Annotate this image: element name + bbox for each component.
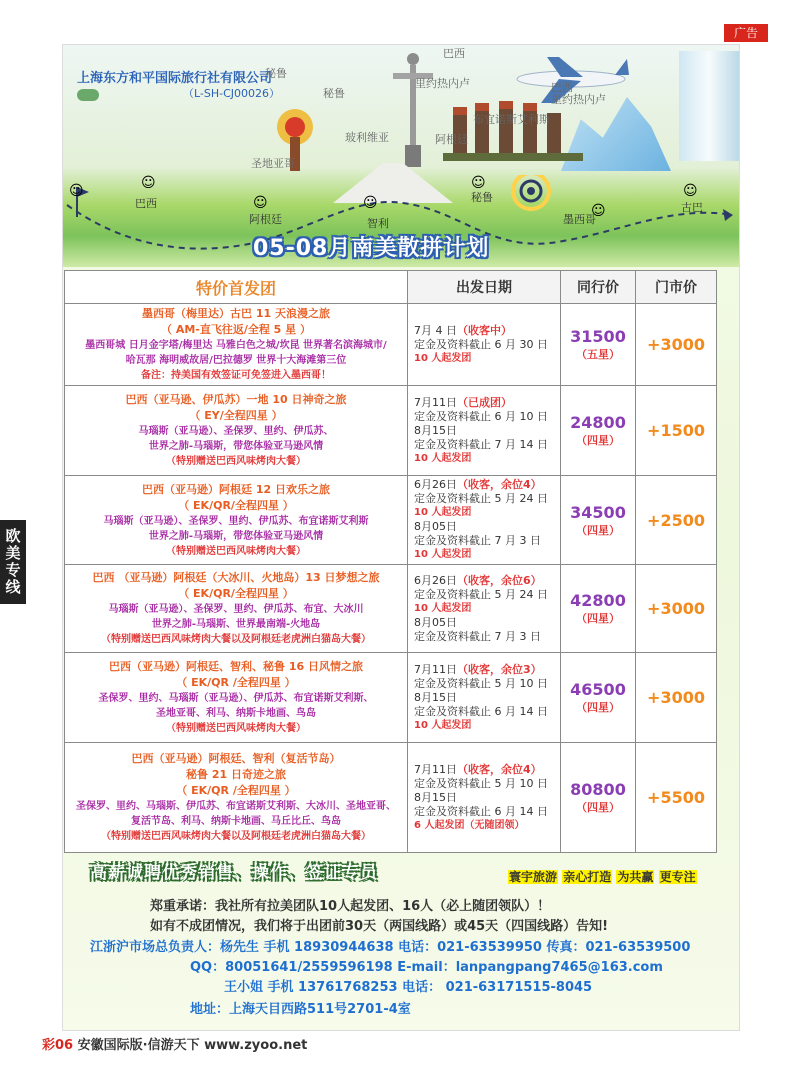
departure-date: 8月05日 xyxy=(414,615,457,629)
deadline: 定金及资料截止 6 月 14 日 xyxy=(414,804,548,818)
route-places: 马瑙斯（亚马逊）、圣保罗、里约、伊瓜苏、 xyxy=(138,426,334,437)
route-note: （特别赠送巴西风味烤肉大餐） xyxy=(166,456,306,467)
company-license: （L-SH-CJ00026） xyxy=(183,87,281,100)
col-special: 特价首发团 xyxy=(65,271,408,304)
route-title: 巴西（亚马逊）阿根廷 12 日欢乐之旅 xyxy=(142,482,330,496)
route-places: 马瑙斯（亚马逊）、圣保罗、里约、伊瓜苏、布宜诺斯艾利斯 xyxy=(103,515,369,527)
map-label: 里约热内卢 xyxy=(551,93,606,106)
route-places: 圣地亚哥、利马、纳斯卡地画、鸟岛 xyxy=(156,708,316,719)
route-subtitle: （ EK/QR/全程四星 ） xyxy=(178,498,294,512)
route-places: 圣保罗、里约、马瑙斯、伊瓜苏、布宜诺斯艾利斯、大冰川、圣地亚哥、 xyxy=(76,801,396,812)
route-title: 墨西哥（梅里达）古巴 11 天浪漫之旅 xyxy=(142,307,330,320)
route-title: 巴西（亚马逊）阿根廷、智利（复活节岛） xyxy=(131,752,341,765)
hotel-star: （四星） xyxy=(576,701,620,714)
slogan-word: 亲心打造 xyxy=(563,870,612,884)
route-title: 巴西 （亚马逊）阿根廷（大冰川、火地岛）13 日梦想之旅 xyxy=(92,571,380,584)
peer-price: 24800 xyxy=(570,413,626,432)
slogan-word: 为共赢 xyxy=(617,870,654,884)
page-number: 彩06 xyxy=(42,1038,74,1053)
group-size: 10 人起发团 xyxy=(414,719,472,731)
christ-statue-image xyxy=(393,47,433,167)
hotel-star: （四星） xyxy=(576,434,620,447)
route-subtitle: （ AM-直飞往返/全程 5 星 ） xyxy=(160,323,311,336)
deadline: 定金及资料截止 5 月 24 日 xyxy=(414,587,548,601)
peer-price-cell xyxy=(561,304,636,386)
smile-icon: ☺ xyxy=(591,203,606,219)
dates-cell xyxy=(408,386,561,476)
map-label: 秘鲁 xyxy=(323,87,345,100)
hotel-star: （四星） xyxy=(576,612,620,625)
map-label: 秘鲁 xyxy=(265,67,287,80)
peer-price: 31500 xyxy=(570,327,626,346)
deadline: 定金及资料截止 5 月 10 日 xyxy=(414,676,548,690)
route-note: （特别赠送巴西风味烤肉大餐以及阿根廷老虎洲白猫岛大餐） xyxy=(101,831,371,842)
departure-date: 7月11日（收客，余位4） xyxy=(414,762,542,776)
slogan-word: 寰宇旅游 xyxy=(509,870,558,884)
route-places: 马瑙斯（亚马逊）、圣保罗、里约、伊瓜苏、布宜、大冰川 xyxy=(108,604,364,615)
route-subtitle: （ EK/QR/全程四星 ） xyxy=(178,587,294,600)
group-size: 10 人起发团 xyxy=(414,452,472,464)
dates-cell xyxy=(408,565,561,653)
route-note: （特别赠送巴西风味烤肉大餐） xyxy=(166,545,306,557)
slogan-word: 更专注 xyxy=(659,870,696,884)
peer-price: 46500 xyxy=(570,680,626,699)
dates-cell xyxy=(408,743,561,853)
route-title: 巴西（亚马逊、伊瓜苏）一地 10 日神奇之旅 xyxy=(125,393,347,406)
page-footer xyxy=(42,1034,307,1053)
route-subtitle: （ EK/QR /全程四星 ） xyxy=(176,784,296,797)
route-places: 圣保罗、里约、马瑙斯（亚马逊）、伊瓜苏、布宜诺斯艾利斯、 xyxy=(98,693,374,704)
hotel-star: （四星） xyxy=(576,523,620,537)
peer-price-cell xyxy=(561,653,636,743)
smile-icon: ☺ xyxy=(471,175,486,191)
contact-line: 王小姐 手机 13761768253 电话： 021-63171515-8045 xyxy=(224,980,593,995)
departure-date: 8月15日 xyxy=(414,690,457,704)
table-row xyxy=(65,565,717,653)
deadline: 定金及资料截止 6 月 14 日 xyxy=(414,704,548,718)
deadline: 定金及资料截止 7 月 3 日 xyxy=(414,629,541,643)
departure-date: 8月15日 xyxy=(414,790,457,804)
route-cell xyxy=(65,386,408,476)
map-label: 布宜诺斯艾利斯 xyxy=(473,113,550,126)
route-subtitle: 秘鲁 21 日奇迹之旅 xyxy=(186,768,286,781)
route-subtitle: （ EY/全程四星 ） xyxy=(189,409,283,422)
hotel-star: （五星） xyxy=(576,348,620,361)
city-label: 阿根廷 xyxy=(249,213,282,226)
table-row xyxy=(65,476,717,565)
route-cell xyxy=(65,565,408,653)
departure-date: 8月15日 xyxy=(414,423,457,437)
route-places: 世界之肺-马瑙斯，带您体验亚马逊风情 xyxy=(148,530,324,542)
deadline: 定金及资料截止 7 月 3 日 xyxy=(414,534,541,547)
deadline: 定金及资料截止 6 月 10 日 xyxy=(414,409,548,423)
slogan xyxy=(508,868,697,885)
col-departure: 出发日期 xyxy=(408,271,561,304)
market-price: +5500 xyxy=(636,743,717,853)
city-label: 墨西哥 xyxy=(563,213,596,226)
dates-cell xyxy=(408,476,561,565)
contact-line: QQ：80051641/2559596198 E-mail：lanpangpang7465@163.com xyxy=(190,960,663,975)
table-row xyxy=(65,386,717,476)
market-price: +3000 xyxy=(636,304,717,386)
departure-date: 8月05日 xyxy=(414,520,457,533)
tour-table xyxy=(64,270,717,853)
city-label: 古巴 xyxy=(681,201,703,214)
waterfall-image xyxy=(679,51,739,161)
banner xyxy=(63,45,739,267)
plan-title: 05-08月南美散拼计划 xyxy=(253,236,490,261)
address-line: 地址：上海天目西路511号2701-4室 xyxy=(190,1002,411,1017)
route-subtitle: （ EK/QR /全程四星 ） xyxy=(176,676,296,689)
map-label: 玻利维亚 xyxy=(345,131,389,144)
company-name: 上海东方和平国际旅行社有限公司 xyxy=(77,71,273,86)
col-peer-price: 同行价 xyxy=(561,271,636,304)
hotel-star: （四星） xyxy=(576,801,620,814)
route-cell xyxy=(65,476,408,565)
dates-cell xyxy=(408,304,561,386)
peer-price-cell xyxy=(561,386,636,476)
peer-price: 34500 xyxy=(570,502,626,522)
map-label: 圣地亚哥 xyxy=(251,157,295,170)
group-size: 10 人起发团 xyxy=(414,602,472,614)
deadline: 定金及资料截止 6 月 30 日 xyxy=(414,337,548,351)
cool-face-icon: ☺ xyxy=(253,195,268,211)
recruit-banner: 高薪诚聘优秀销售、操作、签证专员 xyxy=(90,863,378,883)
market-price: +3000 xyxy=(636,653,717,743)
group-size: 10 人起发团 xyxy=(414,549,472,560)
table-row xyxy=(65,653,717,743)
group-size: 10 人起发团 xyxy=(414,507,472,518)
company-logo xyxy=(77,89,99,101)
peer-price-cell xyxy=(561,476,636,565)
publication-info: 安徽国际版·信游天下 www.zyoo.net xyxy=(77,1038,308,1053)
peer-price: 42800 xyxy=(570,591,626,610)
departure-date: 7月11日（已成团） xyxy=(414,395,512,409)
smile-icon: ☺ xyxy=(69,183,84,199)
departure-date: 6月26日（收客，余位6） xyxy=(414,573,542,587)
table-row xyxy=(65,304,717,386)
city-label: 智利 xyxy=(367,217,389,230)
market-price: +2500 xyxy=(636,476,717,565)
route-cell xyxy=(65,653,408,743)
market-price: +1500 xyxy=(636,386,717,476)
col-market-price: 门市价 xyxy=(636,271,717,304)
smile-icon: ☺ xyxy=(363,195,378,211)
peer-price: 80800 xyxy=(570,780,626,799)
departure-date: 7月 4 日（收客中） xyxy=(414,323,512,337)
group-size: 6 人起发团（无随团领） xyxy=(414,819,525,831)
promise-text: 郑重承诺：我社所有拉美团队10人起发团、16人（必上随团领队）！ xyxy=(150,899,551,914)
market-price: +3000 xyxy=(636,565,717,653)
map-label: 巴西 xyxy=(551,81,573,94)
route-cell xyxy=(65,743,408,853)
section-side-tab: 欧美专线 xyxy=(0,520,26,604)
deadline: 定金及资料截止 5 月 24 日 xyxy=(414,492,548,505)
promise-text: 如有不成团情况，我们将于出团前30天（两国线路）或45天（四国线路）告知! xyxy=(150,919,609,934)
contact-line: 江浙沪市场总负责人：杨先生 手机 18930944638 电话：021-63539950 传真：021-63539500 xyxy=(90,940,691,955)
table-row xyxy=(65,743,717,853)
map-label: 阿根廷 xyxy=(435,133,468,146)
dates-cell xyxy=(408,653,561,743)
route-title: 巴西（亚马逊）阿根廷、智利、秘鲁 16 日风情之旅 xyxy=(109,660,363,673)
route-note: （特别赠送巴西风味烤肉大餐以及阿根廷老虎洲白猫岛大餐） xyxy=(101,634,371,645)
route-places: 世界之肺-马瑙斯、世界最南端-火地岛 xyxy=(151,619,321,630)
route-cell xyxy=(65,304,408,386)
route-note: 备注：持美国有效签证可免签进入墨西哥！ xyxy=(141,370,331,381)
peer-price-cell xyxy=(561,565,636,653)
ad-badge: 广告 xyxy=(724,24,768,42)
route-places: 墨西哥城 日月金字塔/梅里达 马雅白色之城/坎昆 世界著名滨海城市/ xyxy=(85,340,387,351)
city-label: 秘鲁 xyxy=(471,191,493,204)
route-note: （特别赠送巴西风味烤肉大餐） xyxy=(166,723,306,734)
deadline: 定金及资料截止 7 月 14 日 xyxy=(414,437,548,451)
smile-icon: ☺ xyxy=(141,175,156,191)
smile-icon: ☺ xyxy=(683,183,698,199)
deadline: 定金及资料截止 5 月 10 日 xyxy=(414,776,548,790)
group-size: 10 人起发团 xyxy=(414,352,472,364)
table-header-row xyxy=(65,271,717,304)
route-places: 复活节岛、利马、纳斯卡地画、马丘比丘、鸟岛 xyxy=(131,816,341,827)
city-label: 巴西 xyxy=(135,197,157,210)
route-places: 哈瓦那 海明威故居/巴拉德罗 世界十大海滩第三位 xyxy=(125,355,347,366)
peer-price-cell xyxy=(561,743,636,853)
departure-date: 7月11日（收客，余位3） xyxy=(414,662,542,676)
departure-date: 6月26日（收客，余位4） xyxy=(414,478,542,491)
map-label: 巴西 xyxy=(443,47,465,60)
map-label: 里约热内卢 xyxy=(415,77,470,90)
route-places: 世界之肺-马瑙斯，带您体验亚马逊风情 xyxy=(148,441,324,452)
